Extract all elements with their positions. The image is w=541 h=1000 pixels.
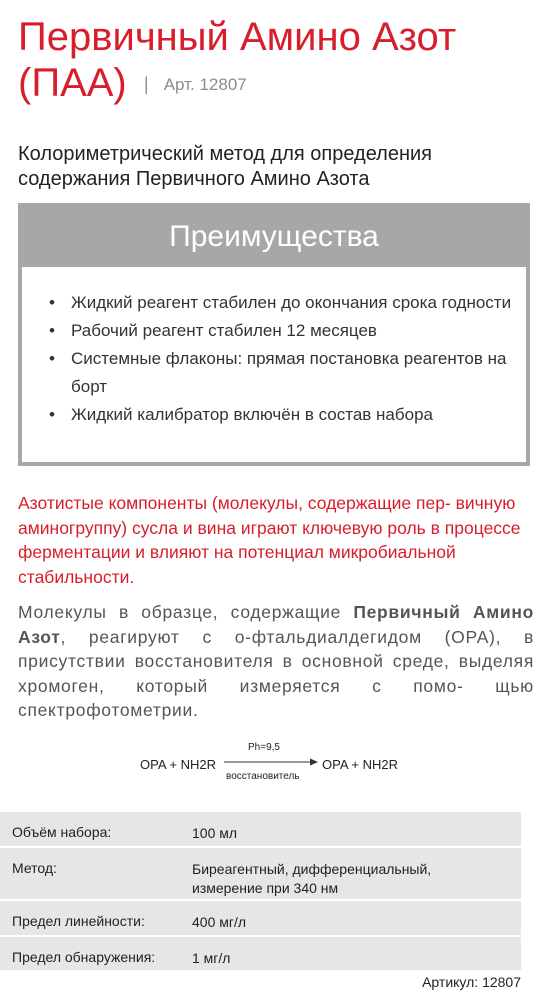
advantage-item: • Системные флаконы: прямая постановка реагентов на борт	[22, 345, 526, 401]
product-title	[18, 14, 528, 108]
advantage-item: • Рабочий реагент стабилен 12 месяцев	[22, 317, 526, 345]
product-title-text: Первичный Амино Азот (ПАА)	[18, 15, 457, 105]
method-description: Молекулы в образце, содержащие Первичный Амино Азот, реагируют с о-фтальдиалдегидом (ОРА), в присутствии восстановителя в основной среде, выделяя хромоген, который измеряется с помо- щью спектрофотометрии.	[18, 602, 534, 720]
advantages-heading: Преимущества	[22, 207, 526, 267]
reaction-arrow-icon	[224, 756, 318, 768]
advantages-box	[18, 203, 530, 466]
reaction-left: OPA + NH2R	[140, 757, 216, 772]
spec-label: Объём набора:	[12, 824, 112, 840]
reaction-condition: Ph=9,5	[248, 742, 280, 753]
spec-row-linearity	[0, 901, 521, 935]
article-number: Арт. 12807	[163, 75, 247, 94]
bullet-icon: •	[49, 405, 55, 424]
spec-label: Предел обнаружения:	[12, 949, 156, 965]
reaction-right: OPA + NH2R	[322, 757, 398, 772]
nitrogen-description: Азотистые компоненты (молекулы, содержащие пер- вичную аминогруппу) сусла и вина играют ключевую роль в процессе ферментации и влияют на потенциал микробиальной стабильности.	[18, 493, 521, 587]
spec-label: Метод:	[12, 860, 57, 876]
spec-value: 400 мг/л	[192, 914, 247, 930]
spec-row-detection	[0, 937, 521, 970]
method-subtitle: Колориметрический метод для определения содержания Первичного Амино Азота	[18, 143, 433, 190]
title-separator: |	[143, 74, 149, 94]
spec-row-method	[0, 848, 521, 899]
spec-value: Биреагентный, дифференциальный, измерение при 340 нм	[192, 861, 432, 896]
bullet-icon: •	[49, 293, 55, 312]
spec-value: 100 мл	[192, 825, 238, 841]
reaction-equation	[140, 742, 440, 782]
spec-label: Предел линейности:	[12, 913, 145, 929]
footer-article: Артикул: 12807	[422, 974, 521, 990]
advantage-item: • Жидкий калибратор включён в состав набора	[22, 401, 526, 429]
advantage-item: • Жидкий реагент стабилен до окончания срока годности	[22, 289, 526, 317]
reaction-agent: восстановитель	[226, 771, 300, 782]
bullet-icon: •	[49, 349, 55, 368]
bold-term: Первичный Амино Азот	[18, 602, 534, 647]
spec-row-volume	[0, 812, 521, 846]
spec-value: 1 мг/л	[192, 950, 231, 966]
bullet-icon: •	[49, 321, 55, 340]
advantages-list	[22, 267, 526, 429]
